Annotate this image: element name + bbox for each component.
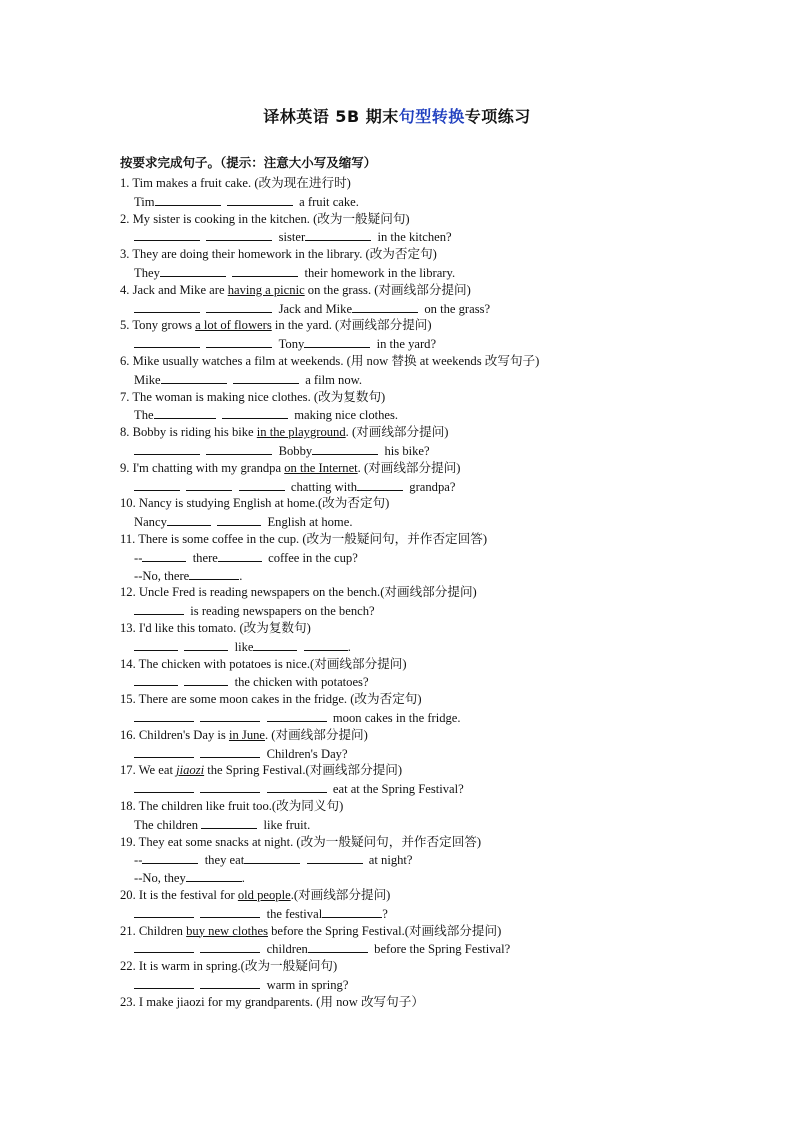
- answer-line: Children's Day?: [120, 745, 368, 763]
- question-21: [120, 923, 510, 959]
- answer-line: Bobby his bike?: [120, 442, 448, 460]
- answer-line: the chicken with potatoes?: [120, 673, 407, 691]
- question-17: [120, 762, 464, 798]
- answer-line: Tony in the yard?: [120, 335, 436, 353]
- question-text: 10. Nancy is studying English at home.(改为否定句): [120, 496, 390, 511]
- question-text: 15. There are some moon cakes in the fridge. (改为否定句): [120, 692, 422, 707]
- question-text: 2. My sister is cooking in the kitchen. (改为一般疑问句): [120, 211, 410, 226]
- question-text: 22. It is warm in spring.(改为一般疑问句): [120, 959, 338, 974]
- answer-line: -- there coffee in the cup?: [134, 550, 358, 565]
- answer-line: --No, they .: [134, 871, 245, 886]
- question-text: 12. Uncle Fred is reading newspapers on the bench.(对画线部分提问): [120, 585, 477, 600]
- title-highlight: 句型转换: [398, 107, 465, 126]
- question-text: 3. They are doing their homework in the library. (改为否定句): [120, 247, 437, 262]
- instructions: 按要求完成句子。（提示：注意大小写及缩写）: [120, 155, 377, 170]
- question-text: 13. I'd like this tomato. (改为复数句): [120, 621, 311, 635]
- question-18: [120, 798, 343, 834]
- question-12: [120, 584, 477, 620]
- question-text: 17. We eat jiaozi the Spring Festival.(对画线部分提问): [120, 763, 403, 778]
- question-7: [120, 389, 398, 425]
- question-10: [120, 495, 389, 531]
- answer-line: Jack and Mike on the grass?: [120, 300, 490, 318]
- question-4: [120, 282, 490, 318]
- answer-line: is reading newspapers on the bench?: [120, 602, 477, 620]
- question-text: 19. They eat some snacks at night. (改为一般疑问句，并作否定回答): [120, 834, 482, 849]
- answer-line: --No, there .: [134, 568, 243, 583]
- answer-line: eat at the Spring Festival?: [120, 780, 464, 798]
- answer-line: Mike a film now.: [134, 372, 363, 387]
- question-text: 1. Tim makes a fruit cake. (改为现在进行时): [120, 176, 351, 190]
- question-text: 5. Tony grows a lot of flowers in the yard. (对画线部分提问): [120, 318, 432, 333]
- answer-line: children before the Spring Festival?: [120, 940, 510, 958]
- question-16: [120, 727, 368, 763]
- question-9: [120, 460, 461, 496]
- question-text: 9. I'm chatting with my grandpa on the Internet. (对画线部分提问): [120, 460, 461, 475]
- question-13: [120, 620, 351, 656]
- question-text: 14. The chicken with potatoes is nice.(对画线部分提问): [120, 656, 407, 671]
- question-22: [120, 958, 348, 994]
- answer-line: -- they eat at night?: [134, 853, 413, 868]
- answer-line: The children like fruit.: [134, 817, 311, 832]
- question-15: [120, 691, 461, 727]
- question-text: 11. There is some coffee in the cup. (改为一般疑问句，并作否定回答): [120, 532, 488, 546]
- question-2: [120, 211, 452, 247]
- question-11: [120, 531, 487, 584]
- question-8: [120, 424, 448, 460]
- answer-line: like .: [120, 638, 351, 656]
- question-20: [120, 887, 390, 923]
- question-text: 7. The woman is making nice clothes. (改为复数句): [120, 389, 386, 404]
- question-23: [120, 994, 424, 1012]
- question-5: [120, 317, 436, 353]
- question-14: [120, 656, 407, 692]
- answer-line: Tim a fruit cake.: [134, 194, 359, 209]
- answer-line: chatting with grandpa?: [120, 478, 461, 496]
- answer-line: the festival ?: [120, 905, 390, 923]
- question-text: 6. Mike usually watches a film at weekends. (用 now 替换 at weekends 改写句子): [120, 354, 540, 368]
- question-3: [120, 246, 455, 282]
- question-text: 4. Jack and Mike are having a picnic on the grass. (对画线部分提问): [120, 282, 471, 297]
- answer-line: warm in spring?: [120, 976, 348, 994]
- question-1: [120, 175, 359, 211]
- page-title: 译林英语 5B 期末句型转换专项练习: [263, 107, 531, 126]
- answer-line: Nancy English at home.: [134, 515, 353, 530]
- answer-line: sister in the kitchen?: [120, 228, 452, 246]
- question-text: 8. Bobby is riding his bike in the playground. (对画线部分提问): [120, 425, 449, 440]
- question-6: [120, 353, 539, 389]
- question-19: [120, 834, 481, 887]
- answer-line: moon cakes in the fridge.: [120, 709, 461, 727]
- question-text: 16. Children's Day is in June. (对画线部分提问): [120, 727, 368, 742]
- answer-line: They their homework in the library.: [134, 265, 456, 280]
- answer-line: The making nice clothes.: [134, 408, 399, 423]
- question-text: 23. I make jiaozi for my grandparents. (用 now 改写句子）: [120, 994, 424, 1009]
- question-text: 20. It is the festival for old people.(对画线部分提问): [120, 888, 391, 902]
- question-text: 18. The children like fruit too.(改为同义句): [120, 799, 344, 813]
- question-text: 21. Children buy new clothes before the Spring Festival.(对画线部分提问): [120, 923, 502, 938]
